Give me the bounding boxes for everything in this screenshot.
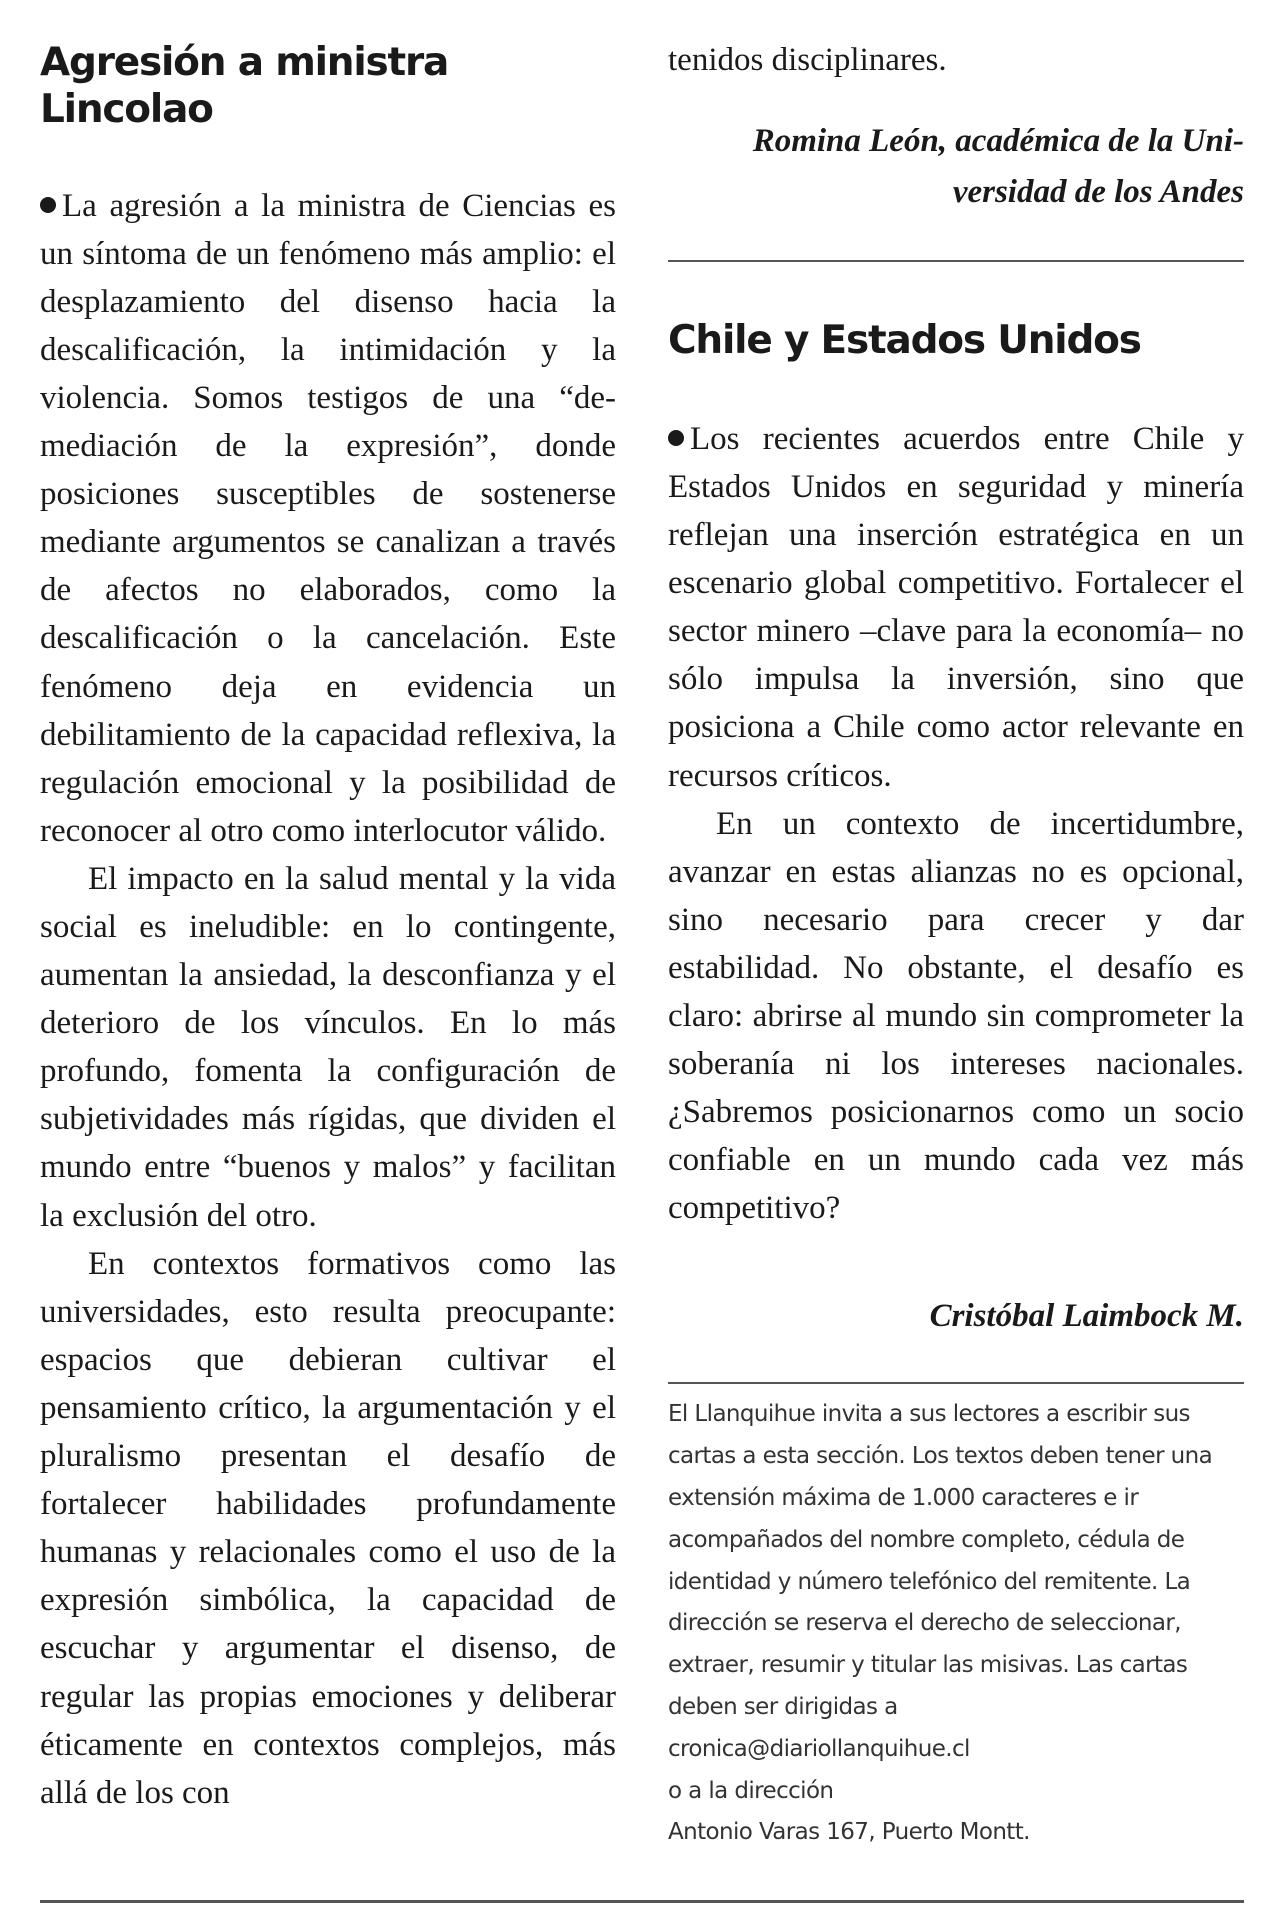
- article-paragraph: El impacto en la salud mental y la vida social es ineludible: en lo contingente, aumentan la ansiedad, la desconfianza y el deterioro de los vínculos. En lo más profundo, fomenta la configuración de subjetividades más rígidas, que dividen el mundo entre “buenos y malos” y facilitan la exclusión del otro.: [40, 860, 616, 1234]
- notice-text: El Llanquihue invita a sus lectores a escribir sus cartas a esta sección. Los textos deben tener una extensión máxima de 1.000 caracteres e ir acompañados del nombre completo, cédula de identidad y número telefónico del remitente. La dirección se reserva el derecho de seleccionar, extraer, resumir y titular las misivas. Las cartas deben ser dirigidas a: [668, 1401, 1213, 1721]
- bullet-icon: [668, 430, 684, 446]
- notice-email-link[interactable]: cronica@diariollanquihue.cl: [668, 1735, 970, 1762]
- author-signature-leon: Romina León, académica de la Universidad de los Andes: [752, 123, 1244, 211]
- article-paragraph: En un contexto de incertidumbre, avanzar en estas alianzas no es opcional, sino necesario para crecer y dar estabilidad. No obstante, el desafío es claro: abrirse al mundo sin comprometer la soberanía ni los intereses nacionales. ¿Sabremos posicionarnos como un socio confiable en un mundo cada vez más competitivo?: [668, 805, 1244, 1227]
- article-paragraph: [40, 182, 616, 855]
- article-paragraph-text: Los recientes acuerdos entre Chile y Estados Unidos en seguridad y minería reflejan una inserción estratégica en un escenario global competitivo. Fortalecer el sector minero –clave para la economía– no sólo impulsa la inversión, sino que posiciona a Chile como actor relevante en recursos críticos.: [668, 420, 1244, 794]
- notice-or-address: o a la dirección: [668, 1777, 834, 1804]
- notice-address: Antonio Varas 167, Puerto Montt.: [668, 1819, 1030, 1846]
- bullet-icon: [40, 197, 56, 213]
- letters-notice: [668, 1394, 1244, 1854]
- article-headline-chile-eeuu: Chile y Estados Unidos: [668, 318, 1141, 364]
- article-continuation: tenidos disciplinares.: [668, 42, 947, 78]
- page-bottom-rule: [40, 1900, 1244, 1903]
- author-signature-laimbock: Cristóbal Laimbock M.: [929, 1298, 1244, 1335]
- section-divider: [668, 1382, 1244, 1384]
- article-paragraph-text: La agresión a la ministra de Ciencias es un síntoma de un fenómeno más amplio: el desplazamiento del disenso hacia la descalificación, la intimidación y la violencia. Somos testigos de una “de-mediación de la expresión”, donde posiciones susceptibles de sostenerse mediante argumentos se canalizan a través de afectos no elaborados, como la descalificación o la cancelación. Este fenómeno deja en evidencia un debilitamiento de la capacidad reflexiva, la regulación emocional y la posibilidad de reconocer al otro como interlocutor válido.: [40, 187, 616, 849]
- section-divider: [668, 260, 1244, 262]
- article-paragraph: En contextos formativos como las universidades, esto resulta preocupante: espacios que debieran cultivar el pensamiento crítico, la argumentación y el pluralismo presentan el desafío de fortalecer habilidades profundamente humanas y relacionales como el uso de la expresión simbólica, la capacidad de escuchar y argumentar el disenso, de regular las propias emociones y deliberar éticamente en contextos complejos, más allá de los con: [40, 1245, 616, 1811]
- article-paragraph: [668, 415, 1244, 800]
- article-headline-lincolao: Agresión a ministra Lincolao: [40, 40, 449, 132]
- right-column: [668, 30, 1244, 1854]
- left-column: [40, 30, 616, 1817]
